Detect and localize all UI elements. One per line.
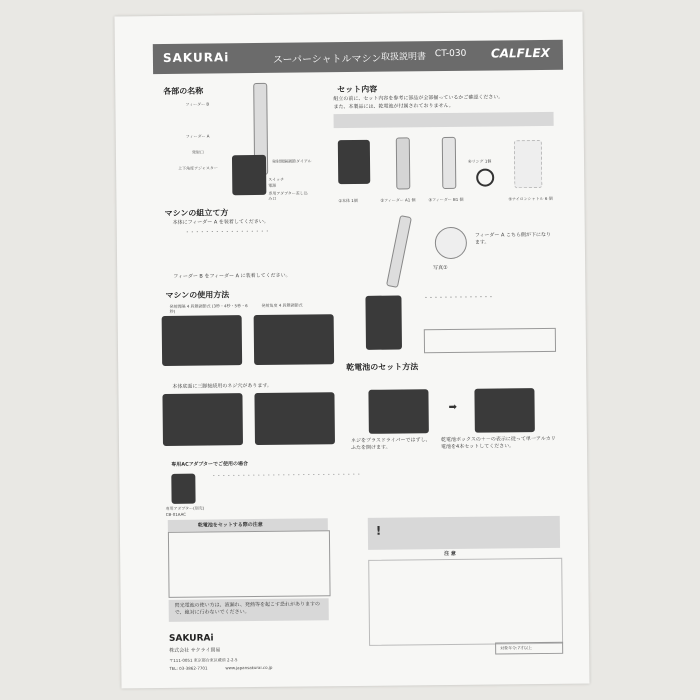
caution-box [168, 530, 331, 598]
caution-footer: 閃光電池の使い方は、液漏れ、発熱等を起こす恐れがありますので、絶対に行わないでください。 [174, 601, 321, 616]
photo-feeder-b [442, 137, 457, 189]
assembly-step1: 本体にフィーダー A を装着してください。 [172, 218, 269, 226]
set-item-feeder-a: ②フィーダー A1 個 [380, 197, 416, 203]
assembly-note: フィーダー A こちら側が下になります。 [474, 231, 552, 246]
photo-angle-adjuster [254, 314, 335, 365]
usage-tripod-note: 本体底面に三脚接続用のネジ穴があります。 [172, 382, 273, 390]
photo-battery-cover [368, 389, 428, 434]
header-band [153, 40, 563, 74]
photo-adapter [171, 474, 195, 504]
set-heading: セット内容 [337, 84, 378, 95]
usage-side-box [424, 328, 556, 353]
feeder-assembly-photo [386, 215, 412, 288]
arrow-icon: ➡ [448, 401, 458, 413]
usage-heading: マシンの使用方法 [165, 290, 230, 300]
battery-insert: 乾電池ボックスの＋－の表示に従って単一アルカリ電池を4本セットしてください。 [440, 435, 556, 451]
usage-side-note: ・・・・・・・・・・・・・・ [423, 294, 494, 302]
label-dial: 発射間隔調節ダイアル [271, 158, 312, 164]
manual-label: 取扱説明書 [380, 52, 427, 63]
notice-title: 注 意 [444, 550, 456, 558]
set-intro: 組立の前に、セット内容を参考に部品が全部揃っているかご確認ください。 [333, 94, 504, 103]
usage-interval: 発射間隔 4 段階調節式 (3秒・4秒・5秒・6秒) [169, 303, 248, 314]
product-brand: CALFLEX [490, 45, 551, 61]
label-feeder-a: フィーダー A [185, 133, 210, 139]
photo-interval-dial [162, 315, 243, 366]
photo-body [338, 140, 370, 184]
photo-ring [476, 169, 494, 187]
company-tel: TEL: 03-3862-7701 [169, 665, 208, 671]
assembly-detail: ・・・・・・・・・・・・・・・・・ [184, 228, 270, 236]
battery-heading: 乾電池のセット方法 [346, 362, 419, 373]
exclamation-icon: ! [375, 523, 382, 538]
adapter-name: 専用アダプター(別売) [165, 505, 205, 511]
age-box [495, 642, 563, 655]
photo-tripod [254, 392, 335, 445]
set-item-shuttles: ⑤ナイロンシャトル 6 個 [508, 195, 553, 202]
photo-feeder-a [396, 137, 411, 189]
label-adapter-port: 専用アダプター差し込み口 [268, 190, 308, 201]
label-power: 電源 [268, 182, 277, 188]
company-name: 株式会社 サクライ貿易 [169, 647, 221, 654]
set-item-body: ①本体 1個 [338, 197, 358, 204]
photo-machine [365, 295, 402, 349]
warning-box [368, 516, 560, 550]
assembly-heading: マシンの組立て方 [164, 208, 229, 218]
photo-base [162, 393, 243, 446]
machine-body [232, 155, 266, 195]
brand-logo: SAKURAi [162, 50, 230, 65]
model-number: CT-030 [434, 48, 467, 60]
photo-caption: 写真① [433, 264, 448, 272]
label-feeder-b: フィーダー B [185, 101, 210, 107]
adapter-heading: 専用ACアダプターでご使用の場合 [171, 461, 249, 468]
parts-heading: 各部の名称 [163, 86, 204, 96]
set-item-feeder-b: ③フィーダー B1 個 [428, 196, 464, 203]
manual-sheet [114, 12, 589, 689]
adapter-instructions: ・・・・・・・・・・・・・・・・・・・・・・・・・・・・・・ [211, 471, 362, 480]
label-angle: 上下角度アジャスター [178, 165, 218, 171]
set-note: また、本製品には、乾電池が付属されておりません。 [333, 102, 454, 111]
company-url: www.japansakurai.co.jp [225, 664, 273, 671]
notice-box [368, 558, 563, 646]
company-address: 〒111-0051 東京都台東区蔵前 2-2-5 [169, 657, 238, 663]
company-logo: SAKURAi [168, 633, 214, 644]
feeder-detail-circle [435, 227, 467, 259]
usage-angle: 発射角度 4 段階調節式 [261, 302, 303, 308]
label-outlet: 発射口 [191, 149, 204, 155]
photo-battery-box [474, 388, 534, 433]
caution-title: 乾電池をセットする際の注意 [197, 521, 263, 529]
battery-note: ネジをプラスドライバーではずし、ふたを開けます。 [350, 437, 431, 452]
label-switch: スイッチ [268, 176, 285, 182]
photo-shuttles [514, 140, 543, 188]
target-age: 対象年令:7才以上 [500, 645, 533, 651]
adapter-code: CB-01AAC [165, 511, 187, 517]
product-title: スーパーシャトルマシン [272, 53, 382, 66]
assembly-step2: フィーダー B をフィーダー A に装着してください。 [173, 272, 291, 280]
set-item-ring: ④リング 1個 [468, 158, 492, 164]
set-warning-box [334, 112, 554, 128]
caution-footer-box [169, 598, 329, 622]
